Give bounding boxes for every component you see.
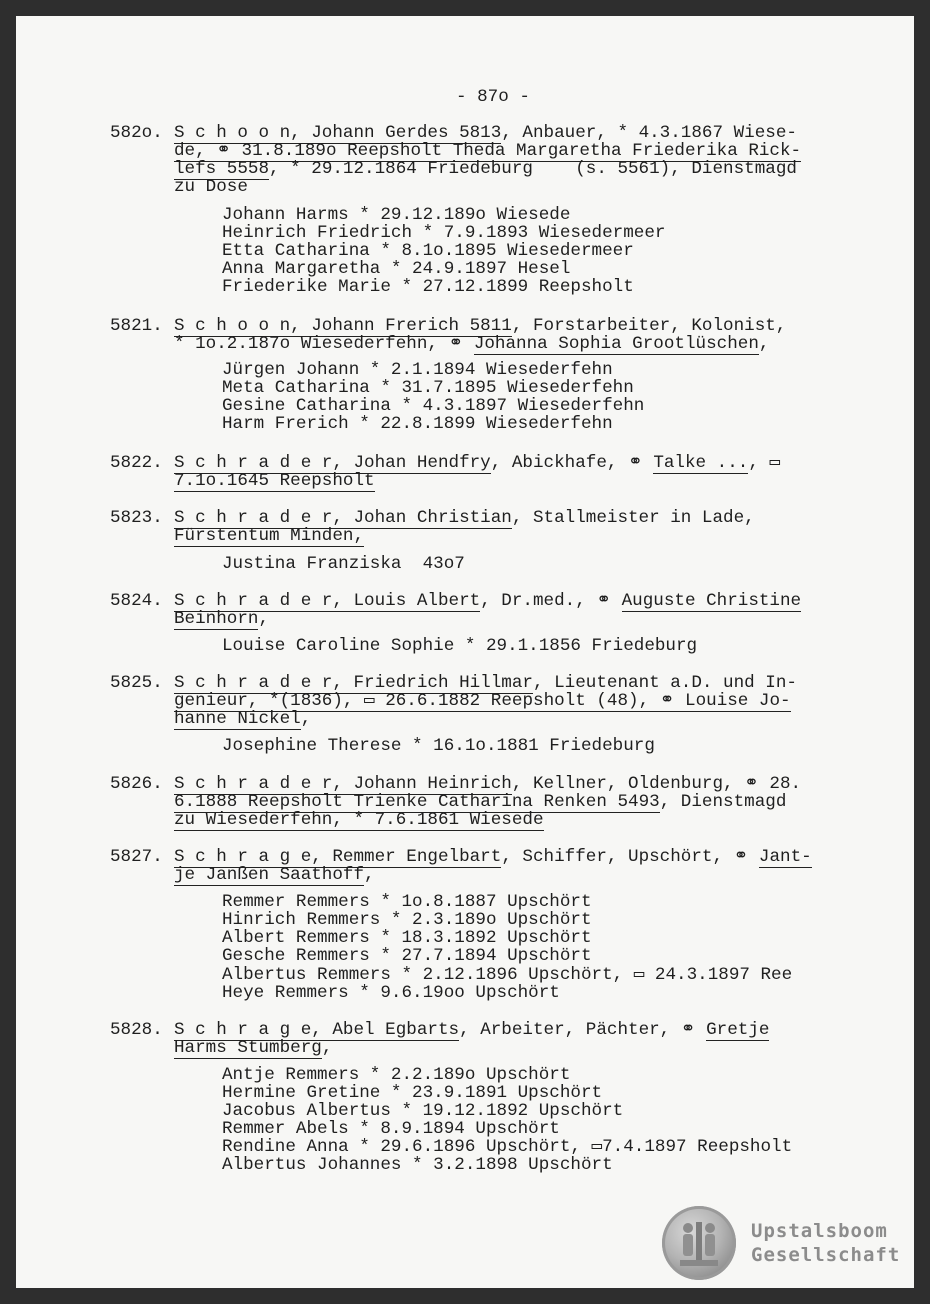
entry-text: , Forstarbeiter, Kolonist, [511,316,787,336]
entry-line [174,592,801,610]
child-line: Justina Franziska 43o7 [222,554,465,574]
entry-text: , Stallmeister in Lade, [511,508,755,528]
person-name: S c h r a g e, Remmer Engelbart [174,847,502,867]
entry-line [174,674,797,692]
spouse-name: hanne Nickel [174,709,301,729]
spouse-name: Gretje [706,1020,770,1040]
entry-text: 6.1888 Reepsholt [174,792,354,812]
entry-text: zu Wiesederfehn, * 7.6.1861 Wiesede [174,810,544,830]
entry-number: 5827. [110,847,163,867]
entry-line [174,848,812,866]
entry-text: , [364,865,375,885]
entry-text: Fürstentum Minden, [174,526,365,546]
entry-number: 5828. [110,1020,163,1040]
child-line: Hermine Gretine * 23.9.1891 Upschört [222,1083,603,1103]
entry-number: 582o. [110,123,163,143]
entry-text: , Abickhafe, ⚭ [490,453,654,473]
child-line: Albertus Johannes * 3.2.1898 Upschört [222,1155,613,1175]
person-name: S c h r a d e r, Johan Christian [174,508,512,528]
entry-number: 5825. [110,673,163,693]
entry-text: , Lieutenant a.D. und In- [532,673,797,693]
entry-text: * 1o.2.187o Wiesederfehn, ⚭ [174,334,474,354]
spouse-name: de, ⚭ 31.8.189o Reepsholt Theda Margaretha Friederika Rick- [174,141,802,161]
entry-line [174,317,786,335]
entry-line: zu Dose [174,177,248,197]
brand-name-line1: Upstalsboom [751,1220,888,1242]
spouse-name: Trienke Catharina Renken 5493 [353,792,660,812]
child-line: Albertus Remmers * 2.12.1896 Upschört, ▭ 24.3.1897 Ree [222,965,793,985]
entry-text: , Anbauer, * 4.3.1867 Wiese- [501,123,797,143]
spouse-name: lefs 5558 [174,159,270,179]
entry-number: 5824. [110,591,163,611]
entry-line [174,610,269,628]
seal-figures-icon [674,1216,724,1270]
brand-name-line2: Gesellschaft [751,1244,901,1266]
child-line: Hinrich Remmers * 2.3.189o Upschört [222,910,592,930]
child-line: Remmer Abels * 8.9.1894 Upschört [222,1119,560,1139]
person-name: S c h r a d e r, Friedrich Hillmar [174,673,533,693]
person-name: S c h r a g e, Abel Egbarts [174,1020,460,1040]
entry-text: , Dienstmagd [659,792,787,812]
child-line: Jacobus Albertus * 19.12.1892 Upschört [222,1101,624,1121]
entry-text: , [321,1038,333,1058]
entry-text: , Schiffer, Upschört, ⚭ [501,847,759,867]
entry-text: , * 29.12.1864 Friedeburg (s. 5561), Dienstmagd [269,159,797,179]
entry-text: , Kellner, Oldenburg, ⚭ 28. [511,774,802,794]
entry-text: , ▭ [748,453,781,473]
society-seal-icon [662,1206,736,1280]
child-line: Gesine Catharina * 4.3.1897 Wiesederfehn [222,396,645,416]
entry-line [174,160,797,178]
spouse-name: Beinhorn [174,609,259,629]
child-line: Gesche Remmers * 27.7.1894 Upschört [222,946,592,966]
entry-number: 5822. [110,453,163,473]
child-line: Albert Remmers * 18.3.1892 Upschört [222,928,592,948]
entry-line [174,124,797,142]
spouse-name: Auguste Christine [621,591,802,611]
child-line: Rendine Anna * 29.6.1896 Upschört, ▭7.4.1897 Reepsholt [222,1137,793,1157]
child-line: Friederike Marie * 27.12.1899 Reepsholt [222,277,634,297]
person-name: S c h o o n, Johann Gerdes 5813 [174,123,502,143]
entry-line [174,142,801,160]
page-number: - 87o - [456,87,530,107]
child-line: Heye Remmers * 9.6.19oo Upschört [222,983,560,1003]
entry-line [174,866,375,884]
entry-line [174,1021,769,1039]
document-page [16,16,914,1288]
entry-text: , [258,609,270,629]
entry-line [174,527,364,545]
child-line: Etta Catharina * 8.1o.1895 Wiesedermeer [222,241,634,261]
entry-line [174,793,786,811]
child-line: Anna Margaretha * 24.9.1897 Hesel [222,259,571,279]
entry-text: , Arbeiter, Pächter, ⚭ [459,1020,707,1040]
child-line: Remmer Remmers * 1o.8.1887 Upschört [222,892,592,912]
entry-text: genieur, *(1836), ▭ 26.6.1882 Reepsholt (48), ⚭ [174,691,686,711]
person-name: S c h r a d e r, Johann Heinrich [174,774,512,794]
entry-number: 5823. [110,508,163,528]
entry-line [174,509,755,527]
entry-text: , Dr.med., ⚭ [480,591,622,611]
entry-line [174,710,311,728]
entry-text: , [758,334,770,354]
child-line: Johann Harms * 29.12.189o Wiesede [222,205,571,225]
child-line: Jürgen Johann * 2.1.1894 Wiesederfehn [222,360,613,380]
entry-number: 5821. [110,316,163,336]
spouse-name: je Janßen Saathoff [174,865,365,885]
child-line: Josephine Therese * 16.1o.1881 Friedeburg [222,736,655,756]
spouse-name: Louise Jo- [685,691,791,711]
entry-line [174,692,791,710]
entry-number: 5826. [110,774,163,794]
entry-line [174,335,769,353]
child-line: Harm Frerich * 22.8.1899 Wiesederfehn [222,414,613,434]
entry-line [174,1039,332,1057]
entry-line [174,454,780,472]
person-name: S c h r a d e r, Johan Hendfry [174,453,491,473]
child-line: Louise Caroline Sophie * 29.1.1856 Friedeburg [222,636,698,656]
spouse-name: Harms Stumberg [174,1038,322,1058]
entry-line [174,472,375,490]
spouse-name: Johanna Sophia Grootlüschen [473,334,759,354]
person-name: S c h r a d e r, Louis Albert [174,591,481,611]
entry-line [174,811,544,829]
spouse-name: Jant- [758,847,812,867]
entry-line [174,775,801,793]
child-line: Antje Remmers * 2.2.189o Upschört [222,1065,571,1085]
entry-text: 7.1o.1645 Reepsholt [174,471,375,491]
child-line: Heinrich Friedrich * 7.9.1893 Wiesedermeer [222,223,666,243]
entry-text: , [300,709,312,729]
child-line: Meta Catharina * 31.7.1895 Wiesederfehn [222,378,634,398]
spouse-name: Talke ... [653,453,749,473]
person-name: S c h o o n, Johann Frerich 5811 [174,316,512,336]
